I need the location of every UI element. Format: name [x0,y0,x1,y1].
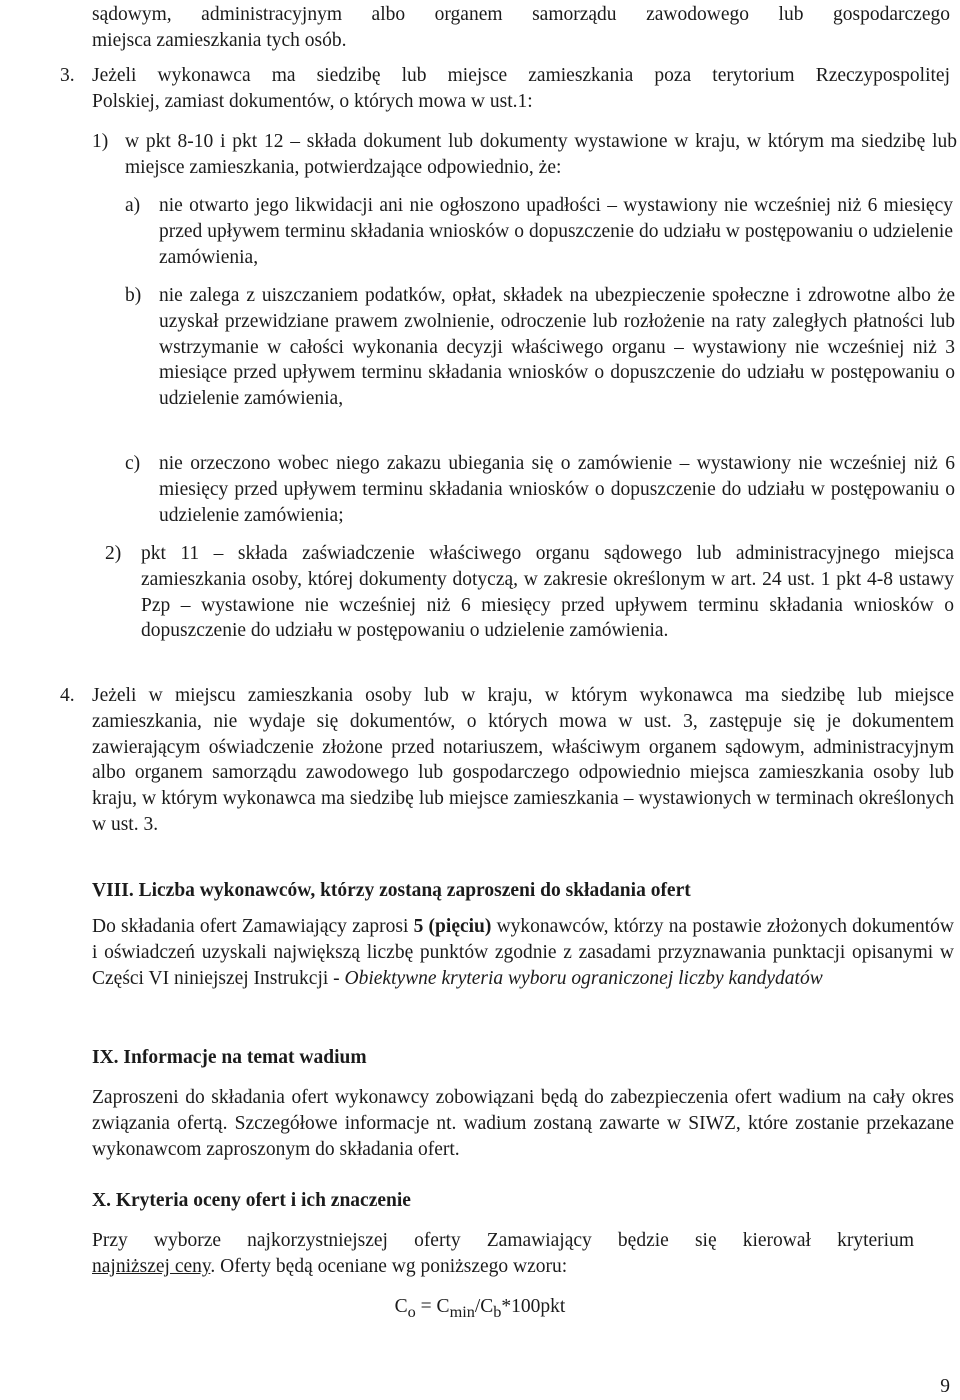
section-heading-x: X. Kryteria oceny ofert i ich znaczenie [92,1190,411,1211]
section-x-text-part: . Oferty będą oceniane wg poniższego wzoru: [210,1256,568,1277]
sublist-marker-2: 2) [105,543,122,564]
section-x-text-line: Przy wyborze najkorzystniejszej oferty Zamawiający będzie się kierował kryterium [92,1230,914,1251]
formula-subscript: min [449,1302,475,1321]
list-marker-3: 3. [60,65,75,86]
section-heading-viii: VIII. Liczba wykonawców, którzy zostaną zaproszeni do składania ofert [92,880,691,901]
section-heading-ix: IX. Informacje na temat wadium [92,1047,367,1068]
sub-item-1-text: w pkt 8-10 i pkt 12 – składa dokument lub dokumenty wystawione w kraju, w którym ma siedzibę lub miejsce zamieszkania, potwierdzające odpowiednio, że: [125,131,957,178]
lowest-price-term: najniższej ceny [92,1256,211,1277]
letter-marker-a: a) [125,195,141,216]
section-viii-text-part: Do składania ofert Zamawiający zaprosi [92,916,414,937]
letter-marker-b: b) [125,285,142,306]
page-number: 9 [940,1376,950,1397]
letter-item-c-text: nie orzeczono wobec niego zakazu ubiegania się o zamówienie – wystawiony nie wcześniej niż 6 miesięcy przed upływem terminu składania wniosków o dopuszczenie do udziału w postępowaniu o udzielenie zamówienia; [159,453,955,526]
section-viii-text-part: wykonawców, którzy na postawie złożonych dokumentów i oświadczeń uzyskali największą liczbę punktów zgodnie z zasadami przyznawania punktacji opisanymi w Części VI niniejszej Instrukcji - [92,916,954,989]
item-4-text: Jeżeli w miejscu zamieszkania osoby lub w kraju, w którym wykonawca ma siedzibę lub miejsce zamieszkania, nie wydaje się dokumentów, o których mowa w ust. 3, zastępuje się je dokumentem zawierającym oświadczenie złożone przed notariuszem, właściwym organem sądowym, administracyjnym albo organem samorządu zawodowego lub gospodarczego odpowiednio miejsca zamieszkania osoby lub kraju, w którym wykonawca ma siedzibę lub miejsce zamieszkania – wystawionych w terminach określonych w ust. 3. [92,685,954,835]
letter-marker-c: c) [125,453,141,474]
scoring-formula [0,1294,960,1325]
letter-item-b-text: nie zalega z uiszczaniem podatków, opłat, składek na ubezpieczenie społeczne i zdrowotne albo że uzyskał przewidziane prawem zwolnienie, odroczenie lub rozłożenie na raty zaległych płatności lub wstrzymanie w całości wykonania decyzji właściwego organu – wystawiony nie wcześniej niż 3 miesiące przed upływem terminu składania wniosków o dopuszczenie do udziału w postępowaniu o udzielenie zamówienia, [159,285,955,410]
section-x-text-line [92,1254,914,1280]
formula-subscript: o [407,1302,416,1321]
formula-part: = C [415,1296,450,1317]
formula-part: /C [474,1296,494,1317]
formula-subscript: b [493,1302,502,1321]
continued-text-line: sądowym, administracyjnym albo organem samorządu zawodowego lub gospodarczego [92,4,950,25]
sub-item-2-text: pkt 11 – składa zaświadczenie właściwego organu sądowego lub administracyjnego miejsca zamieszkania osoby, której dokumenty dotyczą, w zakresie określonym w art. 24 ust. 1 pkt 4-8 ustawy Pzp – wystawione nie wcześniej niż 6 miesięcy przed upływem terminu składania wniosków o dopuszczenie do udziału w postępowaniu o udzielenie zamówienia. [141,543,954,642]
formula-part: C [394,1296,408,1317]
sublist-marker-1: 1) [92,131,109,152]
criteria-reference: Obiektywne kryteria wyboru ograniczonej liczby kandydatów [344,967,823,989]
item-3-text: Polskiej, zamiast dokumentów, o których mowa w ust.1: [92,91,533,112]
list-marker-4: 4. [60,685,75,706]
invited-count: 5 (pięciu) [413,916,492,937]
item-3-text: Jeżeli wykonawca ma siedzibę lub miejsce zamieszkania poza terytorium Rzeczypospolitej [92,65,950,86]
letter-item-a-text: nie otwarto jego likwidacji ani nie ogłoszono upadłości – wystawiony nie wcześniej niż 6 miesięcy przed upływem terminu składania wniosków o dopuszczenie do udziału w postępowaniu o udzielenie zamówienia, [159,195,953,268]
section-ix-text: Zaproszeni do składania ofert wykonawcy zobowiązani będą do zabezpieczenia ofert wadium na cały okres związania ofertą. Szczegółowe informacje nt. wadium zostaną zawarte w SIWZ, które zostanie przekazane wykonawcom zaproszonym do składania ofert. [92,1087,954,1160]
continued-text-line: miejsca zamieszkania tych osób. [92,30,347,51]
formula-part: *100pkt [501,1296,566,1317]
section-viii-text [92,914,954,991]
